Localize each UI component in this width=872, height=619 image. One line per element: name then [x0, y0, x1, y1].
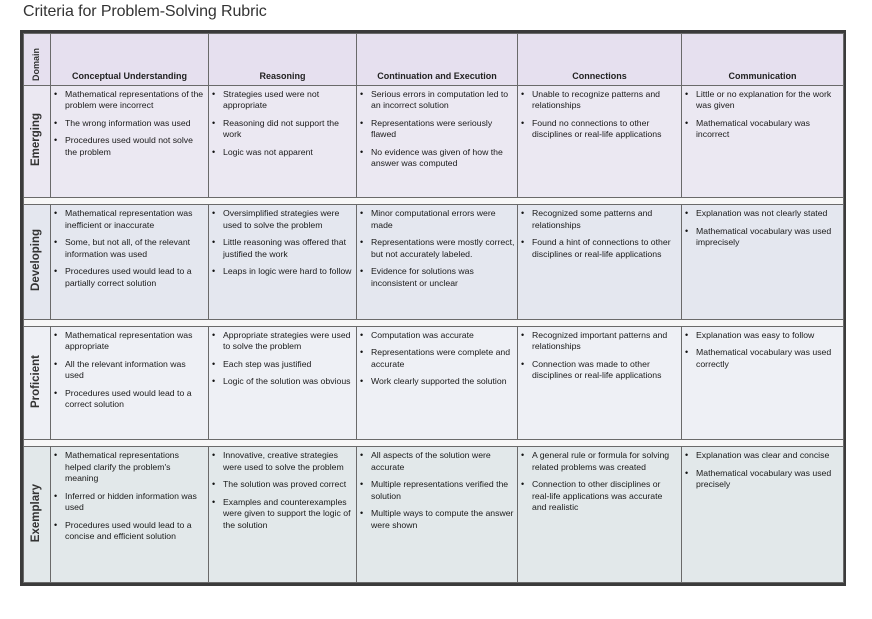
criteria-item: • Mathematical representations of the problem were incorrect [65, 89, 206, 112]
criteria-item: • Representations were seriously flawed [371, 118, 515, 141]
criteria-item: • Mathematical vocabulary was used precisely [696, 468, 841, 491]
criteria-item: • No evidence was given of how the answer was computed [371, 147, 515, 170]
criteria-list [209, 86, 356, 158]
row-label-cell [24, 326, 51, 439]
criteria-item: • Innovative, creative strategies were used to solve the problem [223, 450, 354, 473]
criteria-item: • Recognized important patterns and relationships [532, 330, 679, 353]
criteria-cell [209, 326, 357, 439]
column-header-label: Reasoning [259, 70, 306, 81]
row-spacer-cell [24, 198, 844, 205]
rubric-row-developing [24, 205, 844, 319]
criteria-cell [51, 85, 209, 197]
criteria-item: • Unable to recognize patterns and relationships [532, 89, 679, 112]
domain-header-label: Domain [31, 48, 42, 82]
criteria-list [518, 86, 681, 141]
column-header-cell [518, 34, 682, 86]
criteria-item: • Representations were mostly correct, but not accurately labeled. [371, 237, 515, 260]
row-spacer [24, 440, 844, 447]
criteria-item: • A general rule or formula for solving related problems was created [532, 450, 679, 473]
column-header-cell [357, 34, 518, 86]
criteria-list [518, 447, 681, 513]
criteria-list [51, 327, 208, 411]
criteria-item: • Little or no explanation for the work was given [696, 89, 841, 112]
column-header-label: Conceptual Understanding [71, 70, 187, 81]
row-label: Exemplary [30, 483, 43, 542]
criteria-item: • Found no connections to other disciplines or real-life applications [532, 118, 679, 141]
rubric-row-exemplary [24, 447, 844, 583]
column-header-cell [209, 34, 357, 86]
column-header-label: Connections [572, 70, 627, 81]
criteria-item: • Some, but not all, of the relevant information was used [65, 237, 206, 260]
criteria-item: • Leaps in logic were hard to follow [223, 266, 354, 277]
criteria-item: • Explanation was easy to follow [696, 330, 841, 341]
criteria-list [357, 205, 517, 289]
row-spacer [24, 319, 844, 326]
criteria-item: • Procedures used would not solve the problem [65, 135, 206, 158]
criteria-list [357, 86, 517, 170]
criteria-cell [682, 85, 844, 197]
criteria-item: • Logic of the solution was obvious [223, 376, 354, 387]
criteria-item: • Work clearly supported the solution [371, 376, 515, 387]
criteria-cell [518, 326, 682, 439]
criteria-cell [357, 326, 518, 439]
rubric-table [23, 33, 844, 583]
criteria-item: • Explanation was not clearly stated [696, 208, 841, 219]
criteria-item: • Recognized some patterns and relationships [532, 208, 679, 231]
criteria-list [682, 327, 843, 370]
criteria-item: • Logic was not apparent [223, 147, 354, 158]
criteria-item: • All aspects of the solution were accurate [371, 450, 515, 473]
criteria-item: • Procedures used would lead to a partially correct solution [65, 266, 206, 289]
criteria-cell [357, 85, 518, 197]
criteria-list [357, 327, 517, 388]
criteria-item: • Each step was justified [223, 359, 354, 370]
row-label-cell [24, 447, 51, 583]
criteria-item: • Found a hint of connections to other disciplines or real-life applications [532, 237, 679, 260]
criteria-item: • Representations were complete and accurate [371, 347, 515, 370]
criteria-item: • Examples and counterexamples were given to support the logic of the solution [223, 497, 354, 531]
criteria-cell [357, 205, 518, 319]
criteria-list [518, 327, 681, 382]
criteria-cell [682, 326, 844, 439]
criteria-item: • Little reasoning was offered that justified the work [223, 237, 354, 260]
criteria-cell [357, 447, 518, 583]
row-spacer [24, 198, 844, 205]
criteria-item: • The solution was proved correct [223, 479, 354, 490]
criteria-item: • Mathematical representations helped clarify the problem's meaning [65, 450, 206, 484]
criteria-list [682, 86, 843, 141]
column-header-cell [682, 34, 844, 86]
criteria-list [209, 447, 356, 531]
column-header-label: Continuation and Execution [377, 70, 497, 81]
criteria-item: • Mathematical vocabulary was used imprecisely [696, 226, 841, 249]
criteria-item: • Reasoning did not support the work [223, 118, 354, 141]
criteria-item: • Oversimplified strategies were used to solve the problem [223, 208, 354, 231]
row-label: Proficient [30, 354, 43, 408]
criteria-cell [682, 447, 844, 583]
domain-header-cell [24, 34, 51, 86]
criteria-item: • All the relevant information was used [65, 359, 206, 382]
criteria-item: • Mathematical representation was inefficient or inaccurate [65, 208, 206, 231]
criteria-list [51, 205, 208, 289]
rubric-table-frame [20, 30, 846, 586]
row-spacer-cell [24, 319, 844, 326]
criteria-item: • Mathematical vocabulary was used correctly [696, 347, 841, 370]
row-label-cell [24, 85, 51, 197]
criteria-item: • Appropriate strategies were used to solve the problem [223, 330, 354, 353]
criteria-item: • Inferred or hidden information was used [65, 491, 206, 514]
criteria-item: • Multiple ways to compute the answer were shown [371, 508, 515, 531]
row-spacer-cell [24, 440, 844, 447]
criteria-item: • Procedures used would lead to a concise and efficient solution [65, 520, 206, 543]
criteria-list [209, 205, 356, 277]
criteria-item: • Strategies used were not appropriate [223, 89, 354, 112]
criteria-list [209, 327, 356, 388]
criteria-cell [209, 205, 357, 319]
criteria-item: • Mathematical representation was appropriate [65, 330, 206, 353]
row-label-cell [24, 205, 51, 319]
rubric-row-proficient [24, 326, 844, 439]
criteria-cell [209, 447, 357, 583]
criteria-list [682, 205, 843, 248]
criteria-cell [682, 205, 844, 319]
row-label: Developing [30, 229, 43, 292]
criteria-cell [51, 447, 209, 583]
criteria-cell [51, 326, 209, 439]
criteria-item: • Procedures used would lead to a correct solution [65, 388, 206, 411]
criteria-item: • Evidence for solutions was inconsistent or unclear [371, 266, 515, 289]
row-label: Emerging [30, 113, 43, 167]
criteria-cell [518, 447, 682, 583]
criteria-item: • Multiple representations verified the solution [371, 479, 515, 502]
header-row [24, 34, 844, 86]
criteria-cell [51, 205, 209, 319]
criteria-list [51, 86, 208, 158]
criteria-item: • Explanation was clear and concise [696, 450, 841, 461]
column-header-cell [51, 34, 209, 86]
column-header-label: Communication [728, 70, 797, 81]
criteria-item: • Minor computational errors were made [371, 208, 515, 231]
criteria-list [51, 447, 208, 542]
criteria-cell [209, 85, 357, 197]
criteria-item: • Mathematical vocabulary was incorrect [696, 118, 841, 141]
criteria-item: • Computation was accurate [371, 330, 515, 341]
criteria-list [682, 447, 843, 490]
criteria-item: • Serious errors in computation led to an incorrect solution [371, 89, 515, 112]
criteria-cell [518, 205, 682, 319]
criteria-item: • Connection to other disciplines or real-life applications was accurate and realistic [532, 479, 679, 513]
criteria-list [518, 205, 681, 260]
criteria-cell [518, 85, 682, 197]
criteria-item: • The wrong information was used [65, 118, 206, 129]
page-title: Criteria for Problem-Solving Rubric [23, 3, 267, 20]
criteria-list [357, 447, 517, 531]
criteria-item: • Connection was made to other disciplines or real-life applications [532, 359, 679, 382]
rubric-row-emerging [24, 85, 844, 197]
